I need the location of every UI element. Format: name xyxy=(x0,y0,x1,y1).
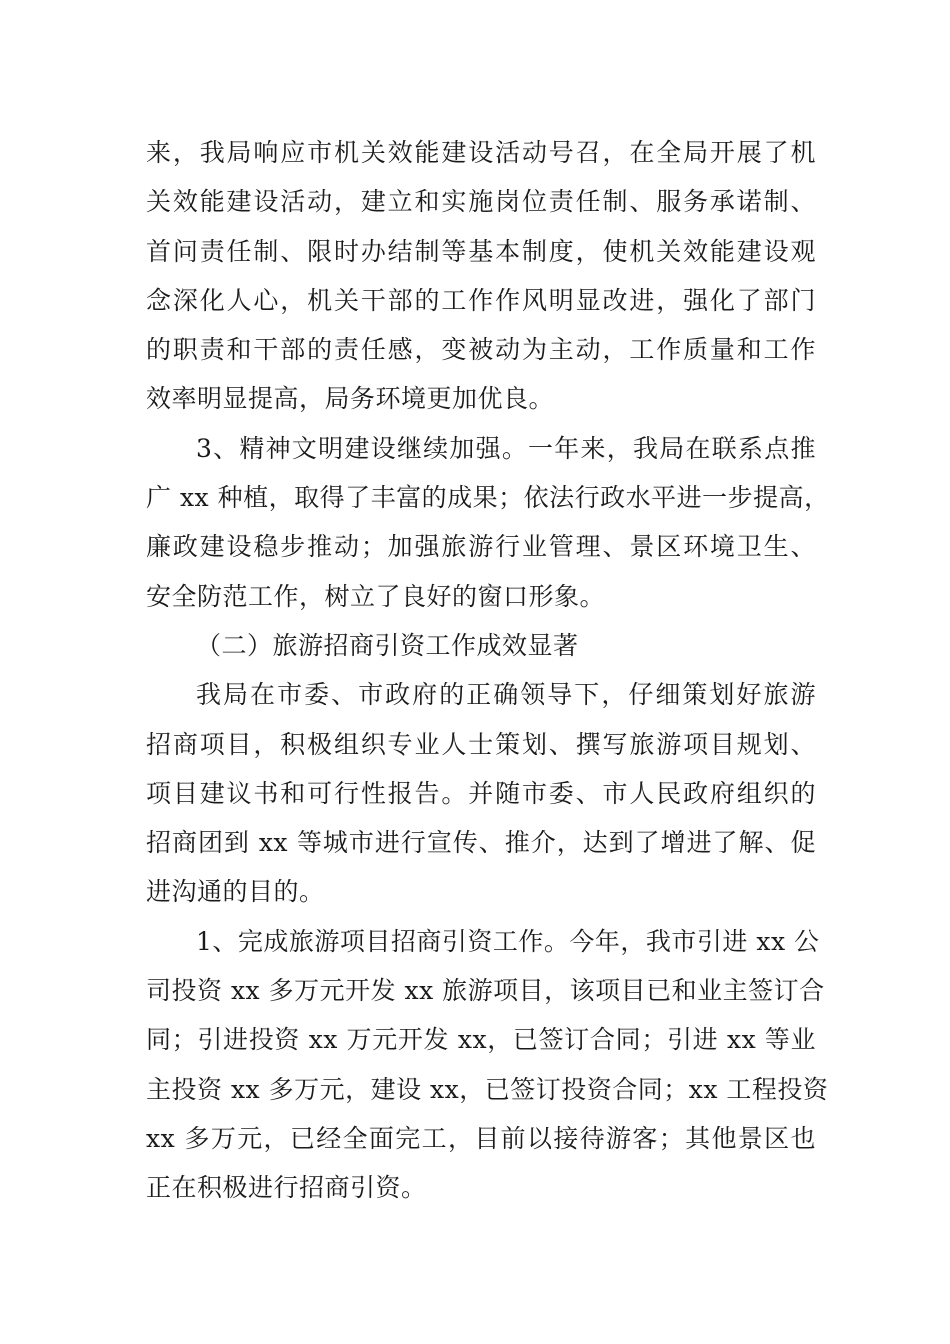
paragraph-start-line: 1、完成旅游项目招商引资工作。今年，我市引进 xx 公 xyxy=(196,926,820,956)
text-line: 正在积极进行招商引资。 xyxy=(146,1173,427,1203)
text-line: 招商项目，积极组织专业人士策划、撰写旅游项目规划、 xyxy=(146,729,816,759)
paragraph-start-line: 3、精神文明建设继续加强。一年来，我局在联系点推 xyxy=(196,433,816,463)
text-line: 进沟通的目的。 xyxy=(146,877,325,907)
text-line: 首问责任制、限时办结制等基本制度，使机关效能建设观 xyxy=(146,236,816,266)
body-text xyxy=(146,130,830,1215)
text-line: 廉政建设稳步推动；加强旅游行业管理、景区环境卫生、 xyxy=(146,532,816,562)
text-line: 司投资 xx 多万元开发 xx 旅游项目，该项目已和业主签订合 xyxy=(146,976,825,1006)
text-line: 关效能建设活动，建立和实施岗位责任制、服务承诺制、 xyxy=(146,187,816,217)
text-line: 主投资 xx 多万元，建设 xx，已签订投资合同；xx 工程投资 xyxy=(146,1074,829,1104)
text-line: 的职责和干部的责任感，变被动为主动，工作质量和工作 xyxy=(146,335,816,365)
text-line: 来，我局响应市机关效能建设活动号召，在全局开展了机 xyxy=(146,138,816,167)
section-heading: （二）旅游招商引资工作成效显著 xyxy=(196,630,579,660)
paragraph-start-line: 我局在市委、市政府的正确领导下，仔细策划好旅游 xyxy=(196,680,816,710)
text-line: 效率明显提高，局务环境更加优良。 xyxy=(146,384,555,414)
text-line: 项目建议书和可行性报告。并随市委、市人民政府组织的 xyxy=(146,778,816,808)
text-line: 招商团到 xx 等城市进行宣传、推介，达到了增进了解、促 xyxy=(146,828,816,858)
text-line: 同；引进投资 xx 万元开发 xx，已签订合同；引进 xx 等业 xyxy=(146,1025,816,1055)
text-line: 安全防范工作，树立了良好的窗口形象。 xyxy=(146,581,606,611)
text-line: 广 xx 种植，取得了丰富的成果；依法行政水平进一步提高， xyxy=(146,483,830,513)
text-line: 念深化人心，机关干部的工作作风明显改进，强化了部门 xyxy=(146,285,816,315)
text-line: xx 多万元，已经全面完工，目前以接待游客；其他景区也 xyxy=(146,1123,816,1153)
